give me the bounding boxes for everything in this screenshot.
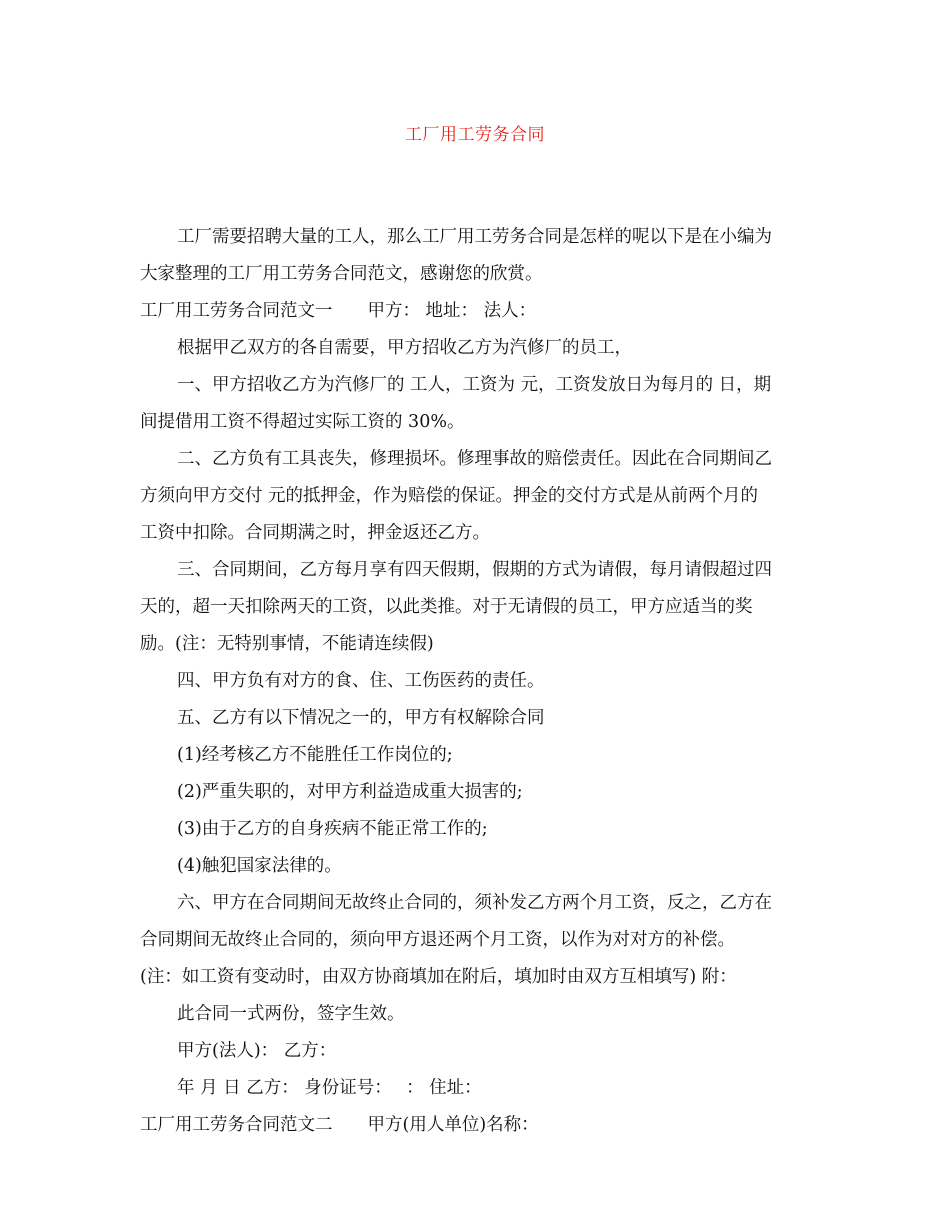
list-item: (2)严重失职的，对甲方利益造成重大损害的; bbox=[177, 782, 523, 802]
paragraph-line: 方须向甲方交付 元的抵押金，作为赔偿的保证。押金的交付方式是从前两个月的 bbox=[140, 486, 759, 506]
list-item: (3)由于乙方的自身疾病不能正常工作的; bbox=[177, 819, 488, 839]
paragraph-line: 六、甲方在合同期间无故终止合同的，须补发乙方两个月工资，反之，乙方在 bbox=[177, 893, 772, 913]
signature-line: 甲方(法人)： 乙方： bbox=[177, 1041, 337, 1061]
paragraph-line: 大家整理的工厂用工劳务合同范文，感谢您的欣赏。 bbox=[140, 264, 543, 284]
paragraph-line: 天的，超一天扣除两天的工资，以此类推。对于无请假的员工，甲方应适当的奖 bbox=[140, 597, 753, 617]
list-item: (1)经考核乙方不能胜任工作岗位的; bbox=[177, 745, 453, 765]
list-item: (4)触犯国家法律的。 bbox=[177, 856, 342, 876]
paragraph-line: 合同期间无故终止合同的，须向甲方退还两个月工资，以作为对对方的补偿。 bbox=[140, 930, 735, 950]
document-title: 工厂用工劳务合同 bbox=[405, 125, 545, 145]
section-heading: 工厂用工劳务合同范文二 甲方(用人单位)名称： bbox=[140, 1115, 539, 1135]
paragraph-line: 四、甲方负有对方的食、住、工伤医药的责任。 bbox=[177, 671, 545, 691]
paragraph-line: 二、乙方负有工具丧失，修理损坏。修理事故的赔偿责任。因此在合同期间乙 bbox=[177, 449, 772, 469]
paragraph-line: 励。(注：无特别事情，不能请连续假) bbox=[140, 634, 434, 654]
paragraph-line: (注：如工资有变动时，由双方协商填加在附后，填加时由双方互相填写) 附： bbox=[140, 967, 737, 987]
paragraph-line: 此合同一式两份，签字生效。 bbox=[177, 1004, 405, 1024]
paragraph-line: 工厂用工劳务合同范文一 甲方： 地址： 法人： bbox=[140, 301, 537, 321]
paragraph-line: 间提借用工资不得超过实际工资的 30%。 bbox=[140, 412, 465, 432]
signature-line: 年 月 日 乙方： 身份证号： ： 住址： bbox=[177, 1078, 482, 1098]
paragraph-line: 根据甲乙双方的各自需要，甲方招收乙方为汽修厂的员工， bbox=[177, 338, 632, 358]
paragraph-line: 五、乙方有以下情况之一的，甲方有权解除合同 bbox=[177, 708, 545, 728]
paragraph-line: 三、合同期间，乙方每月享有四天假期，假期的方式为请假，每月请假超过四 bbox=[177, 560, 772, 580]
paragraph-line: 工资中扣除。合同期满之时，押金返还乙方。 bbox=[140, 523, 490, 543]
paragraph-line: 一、甲方招收乙方为汽修厂的 工人，工资为 元，工资发放日为每月的 日，期 bbox=[177, 375, 772, 395]
paragraph-line: 工厂需要招聘大量的工人，那么工厂用工劳务合同是怎样的呢以下是在小编为 bbox=[177, 227, 772, 247]
